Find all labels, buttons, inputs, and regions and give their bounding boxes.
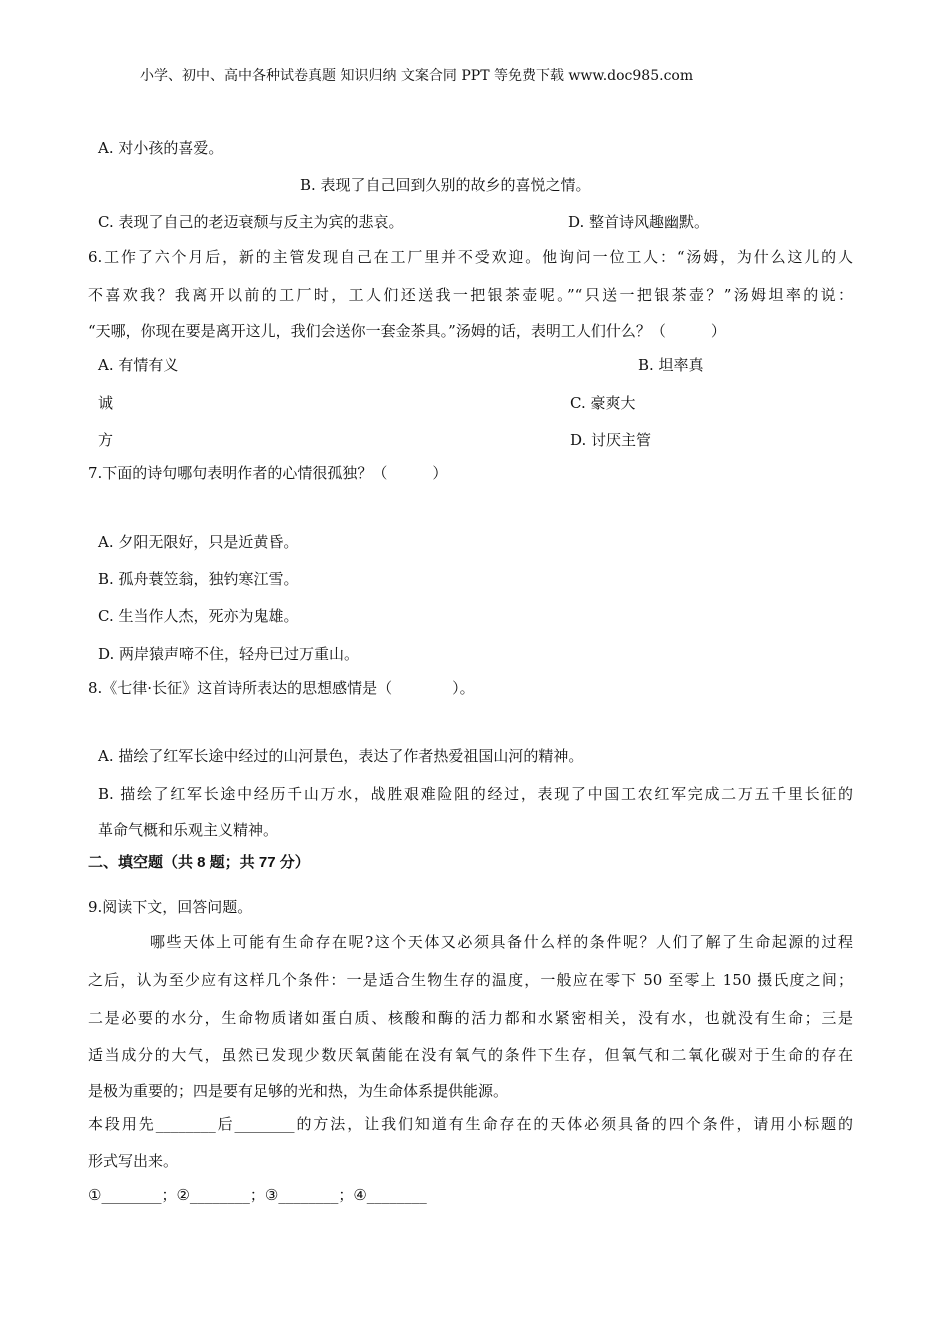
q9-passage-line2: 之后，认为至少应有这样几个条件：一是适合生物生存的温度，一般应在零下 50 至零上 150 摄氏度之间； — [88, 971, 853, 989]
section-2-title: 二、填空题（共 8 题；共 77 分） — [88, 854, 310, 871]
q6-option-d: D. 讨厌主管 — [570, 431, 652, 449]
q8-option-b-line2: 革命气概和乐观主义精神。 — [98, 821, 279, 839]
q7-option-c: C. 生当作人杰，死亦为鬼雄。 — [98, 607, 299, 625]
q6-option-a: A. 有情有义 — [98, 356, 179, 374]
q5-option-c: C. 表现了自己的老迈衰颓与反主为宾的悲哀。 — [98, 213, 404, 231]
q6-stem-line2: 不喜欢我？我离开以前的工厂时，工人们还送我一把银茶壶呢。”“只送一把银茶壶？”汤姆坦率的说： — [88, 286, 853, 304]
q7-option-a: A. 夕阳无限好，只是近黄昏。 — [98, 533, 299, 551]
q5-option-d: D. 整首诗风趣幽默。 — [568, 213, 710, 231]
q9-question-line2: 形式写出来。 — [88, 1152, 179, 1170]
q6-option-b-cont: 诚 — [98, 394, 114, 412]
q9-passage-line5: 是极为重要的；四是要有足够的光和热，为生命体系提供能源。 — [88, 1082, 509, 1100]
q5-option-b: B. 表现了自己回到久别的故乡的喜悦之情。 — [300, 176, 591, 194]
q6-stem-line3: “天哪，你现在要是离开这儿，我们会送你一套金茶具。”汤姆的话，表明工人们什么？（ ） — [88, 322, 726, 340]
q9-answer-blanks: ①________；②________；③________；④________ — [88, 1186, 427, 1204]
q6-option-c-cont: 方 — [98, 431, 114, 449]
q9-stem: 9.阅读下文，回答问题。 — [88, 898, 253, 916]
q8-option-b-line1: B. 描绘了红军长途中经历千山万水，战胜艰难险阻的经过，表现了中国工农红军完成二万五千里长征的 — [98, 785, 853, 803]
q7-stem: 7.下面的诗句哪句表明作者的心情很孤独？（ ） — [88, 464, 448, 482]
q5-option-a: A. 对小孩的喜爱。 — [98, 139, 224, 157]
q9-passage-line1: 哪些天体上可能有生命存在呢?这个天体又必须具备什么样的条件呢？人们了解了生命起源的过程 — [150, 933, 853, 951]
q9-passage-line4: 适当成分的大气，虽然已发现少数厌氧菌能在没有氧气的条件下生存，但氧气和二氧化碳对于生命的存在 — [88, 1046, 853, 1064]
q6-option-c: C. 豪爽大 — [570, 394, 636, 412]
q6-option-b: B. 坦率真 — [638, 356, 704, 374]
q7-option-b: B. 孤舟蓑笠翁，独钓寒江雪。 — [98, 570, 299, 588]
q8-stem: 8.《七律·长征》这首诗所表达的思想感情是（ ）。 — [88, 679, 475, 697]
q6-stem-line1: 6.工作了六个月后，新的主管发现自己在工厂里并不受欢迎。他询问一位工人：“汤姆，为什么这儿的人 — [88, 248, 853, 266]
q8-option-a: A. 描绘了红军长途中经过的山河景色，表达了作者热爱祖国山河的精神。 — [98, 747, 584, 765]
page-header: 小学、初中、高中各种试卷真题 知识归纳 文案合同 PPT 等免费下载 www.doc985.com — [140, 68, 694, 84]
q7-option-d: D. 两岸猿声啼不住，轻舟已过万重山。 — [98, 645, 360, 663]
q9-question-line1: 本段用先________后________的方法，让我们知道有生命存在的天体必须具备的四个条件，请用小标题的 — [88, 1115, 853, 1133]
q9-passage-line3: 二是必要的水分，生命物质诸如蛋白质、核酸和酶的活力都和水紧密相关，没有水，也就没有生命；三是 — [88, 1009, 853, 1027]
